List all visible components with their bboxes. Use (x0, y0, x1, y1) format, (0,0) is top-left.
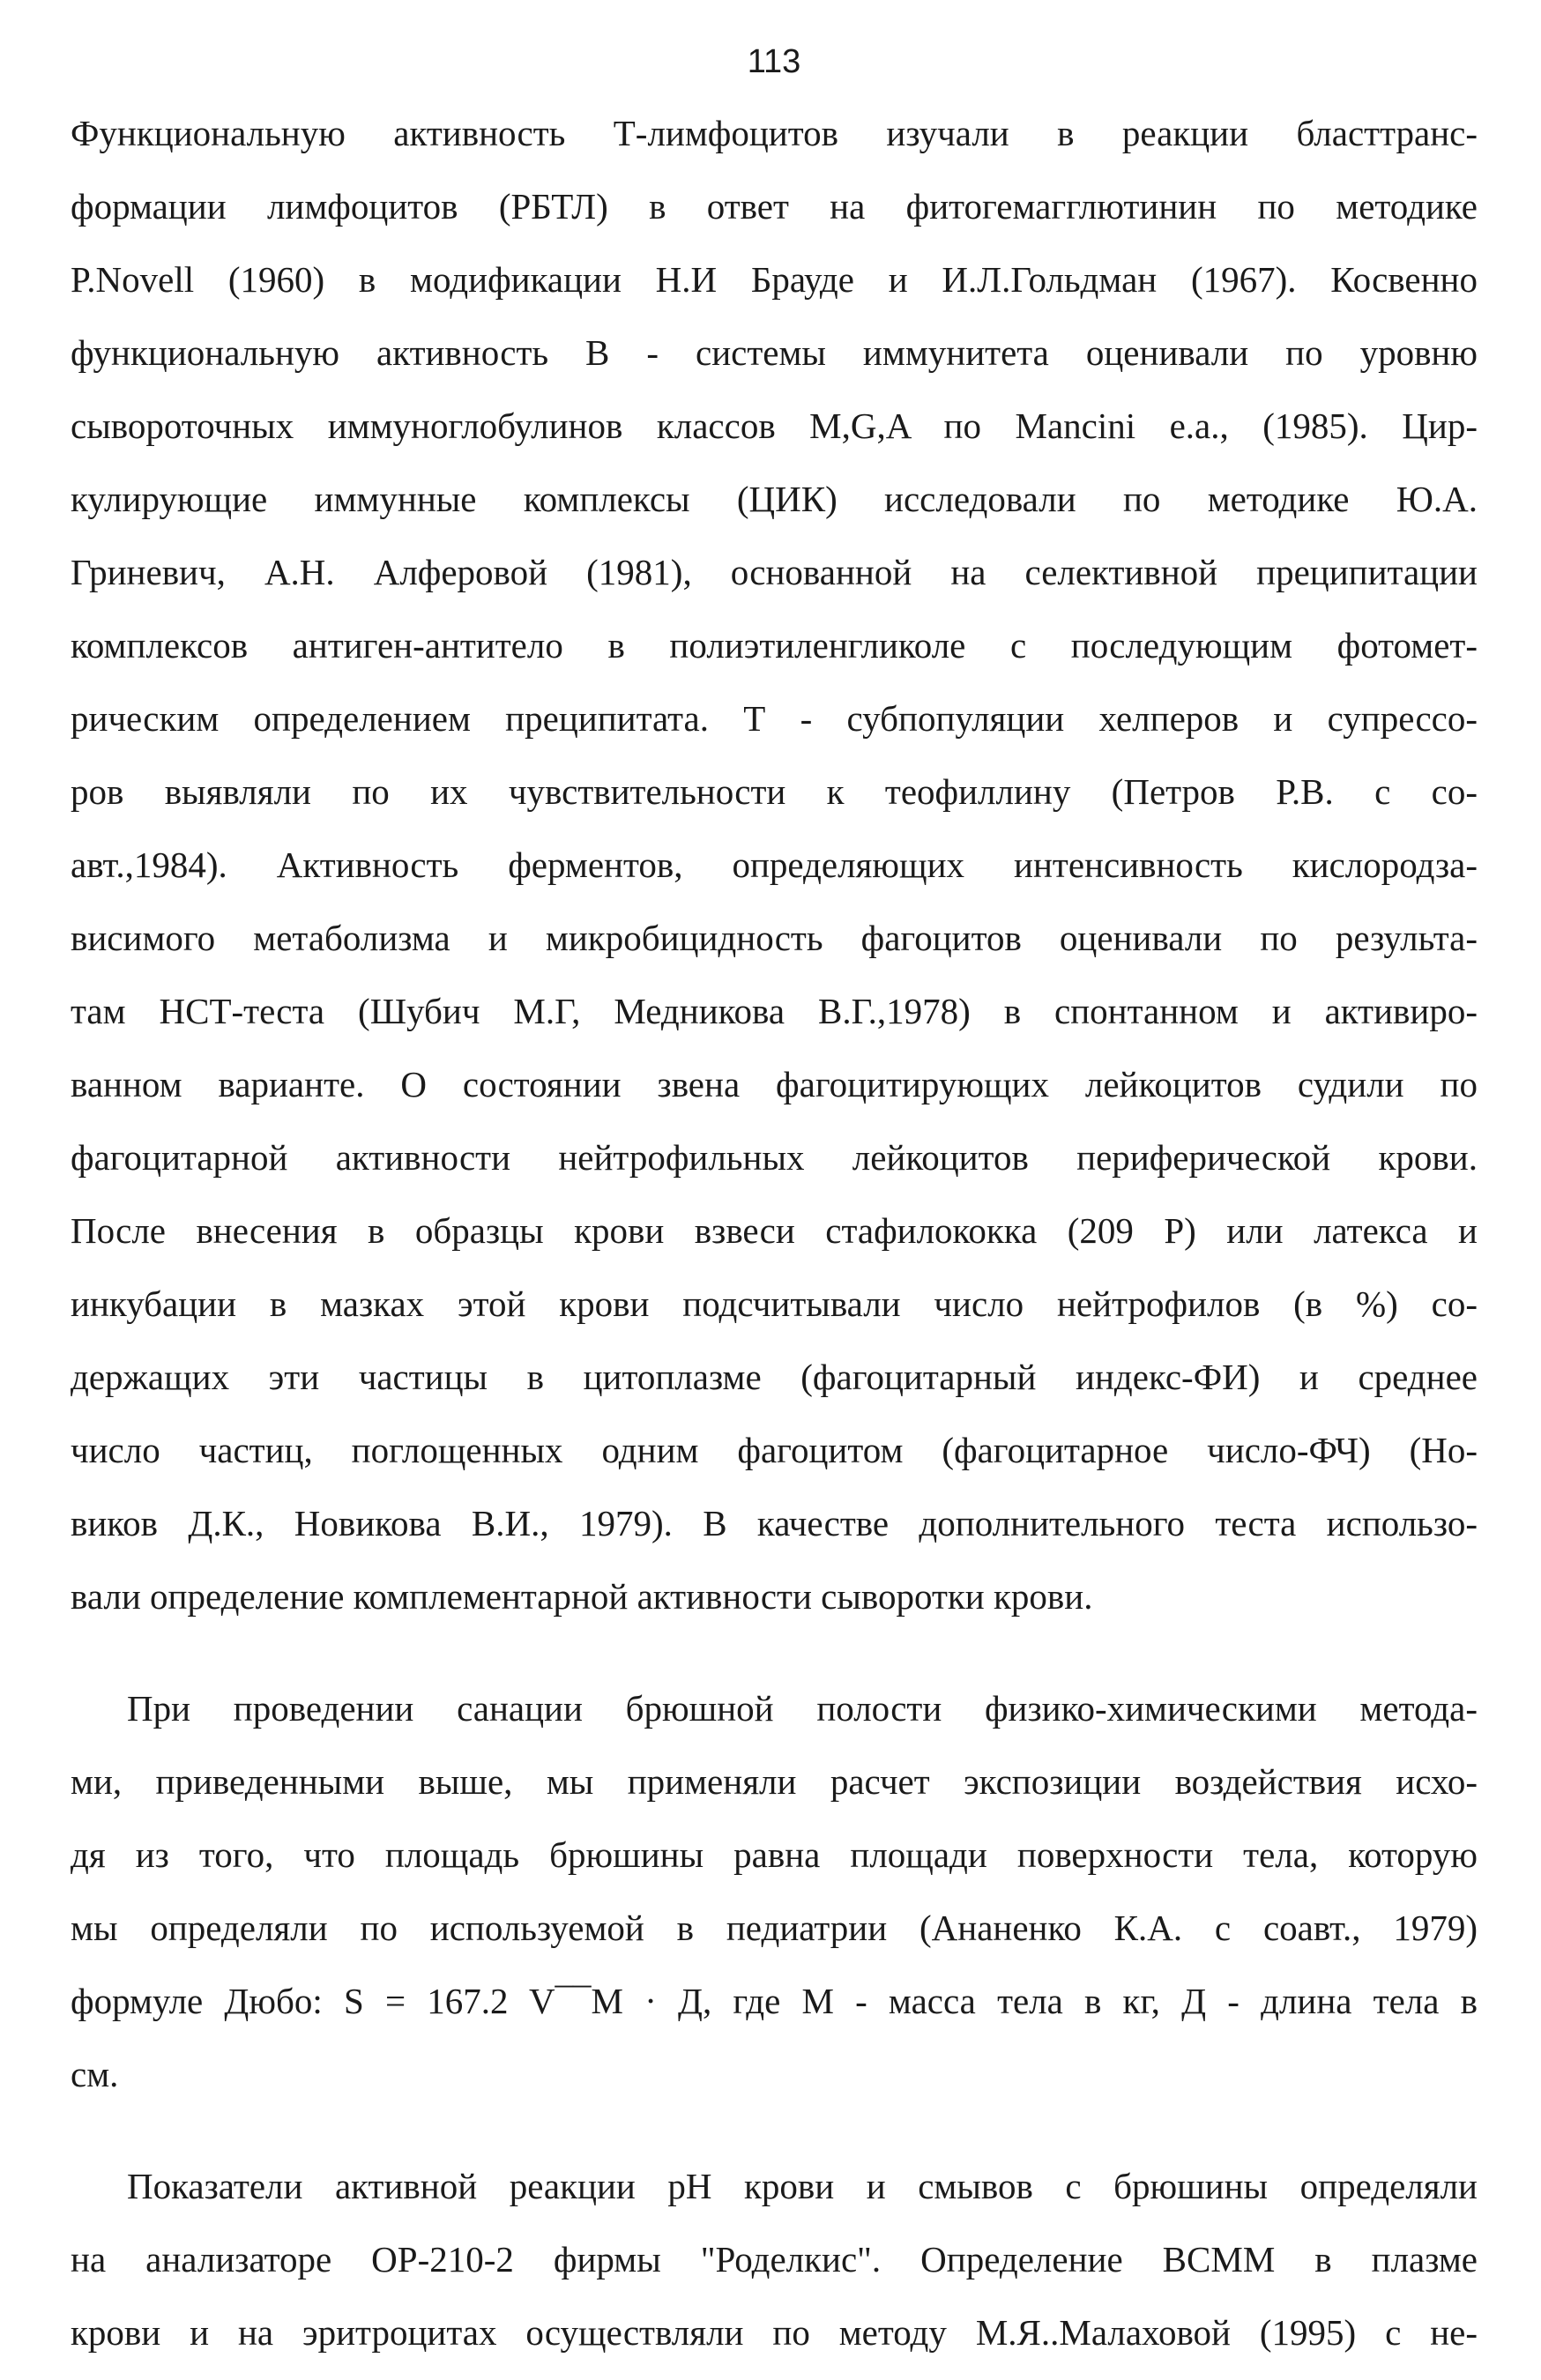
paragraph-ph-measurement (71, 2150, 1478, 2369)
text-line: число частиц, поглощенных одним фагоцитом (фагоцитарное число-ФЧ) (Но- (71, 1430, 1478, 1470)
text-line: там НСТ-теста (Шубич М.Г, Медникова В.Г.,1978) в спонтанном и активиро- (71, 991, 1478, 1031)
text-line: При проведении санации брюшной полости физико-химическими метода- (127, 1688, 1478, 1729)
text-line: кулирующие иммунные комплексы (ЦИК) исследовали по методике Ю.А. (71, 479, 1478, 519)
text-line: авт.,1984). Активность ферментов, определяющих интенсивность кислородза- (71, 844, 1478, 885)
text-line: инкубации в мазках этой крови подсчитывали число нейтрофилов (в %) со- (71, 1283, 1478, 1324)
text-line: мы определяли по используемой в педиатрии (Ананенко К.А. с соавт., 1979) (71, 1908, 1478, 1948)
document-page (71, 26, 1478, 2369)
text-line: формуле Дюбо: S = 167.2 V¯¯M · Д, где М - масса тела в кг, Д - длина тела в (71, 1981, 1478, 2021)
paragraph-spacing (71, 1633, 1478, 1672)
text-line: сывороточных иммуноглобулинов классов M,G,A по Mancini e.a., (1985). Цир- (71, 405, 1478, 446)
text-line: комплексов антиген-антитело в полиэтиленгликоле с последующим фотомет- (71, 625, 1478, 666)
paragraph-sanitation-formula (71, 1672, 1478, 2111)
text-line: крови и на эритроцитах осуществляли по методу М.Я..Малаховой (1995) с не- (71, 2312, 1478, 2353)
paragraph-spacing (71, 2111, 1478, 2150)
text-line: дя из того, что площадь брюшины равна площади поверхности тела, которую (71, 1834, 1478, 1875)
paragraph-methods-immunology (71, 97, 1478, 1633)
text-line: формации лимфоцитов (РБТЛ) в ответ на фитогемагглютинин по методике (71, 186, 1478, 227)
text-line: виков Д.К., Новикова В.И., 1979). В качестве дополнительного теста использо- (71, 1503, 1478, 1543)
text-line: ванном варианте. О состоянии звена фагоцитирующих лейкоцитов судили по (71, 1064, 1478, 1104)
text-line: на анализаторе ОР-210-2 фирмы "Роделкис". Определение ВСММ в плазме (71, 2239, 1478, 2280)
text-line: ров выявляли по их чувствительности к теофиллину (Петров Р.В. с со- (71, 771, 1478, 812)
text-line: ми, приведенными выше, мы применяли расчет экспозиции воздействия исхо- (71, 1761, 1478, 1802)
text-line: Гриневич, А.Н. Алферовой (1981), основанной на селективной преципитации (71, 552, 1478, 592)
text-line: Функциональную активность Т-лимфоцитов изучали в реакции бласттранс- (71, 113, 1478, 153)
text-line: держащих эти частицы в цитоплазме (фагоцитарный индекс-ФИ) и среднее (71, 1357, 1478, 1397)
text-line: P.Novell (1960) в модификации Н.И Брауде и И.Л.Гольдман (1967). Косвенно (71, 259, 1478, 300)
text-line: вали определение комплементарной активности сыворотки крови. (71, 1576, 1093, 1617)
page-number: 113 (747, 43, 801, 80)
text-line: После внесения в образцы крови взвеси стафилококка (209 Р) или латекса и (71, 1210, 1478, 1251)
text-line: висимого метаболизма и микробицидность фагоцитов оценивали по результа- (71, 918, 1478, 958)
text-line: функциональную активность В - системы иммунитета оценивали по уровню (71, 332, 1478, 373)
text-line: фагоцитарной активности нейтрофильных лейкоцитов периферической крови. (71, 1137, 1478, 1178)
text-line: рическим определением преципитата. Т - субпопуляции хелперов и супрессо- (71, 698, 1478, 739)
text-line: см. (71, 2054, 119, 2094)
text-line: Показатели активной реакции pH крови и смывов с брюшины определяли (127, 2166, 1478, 2206)
